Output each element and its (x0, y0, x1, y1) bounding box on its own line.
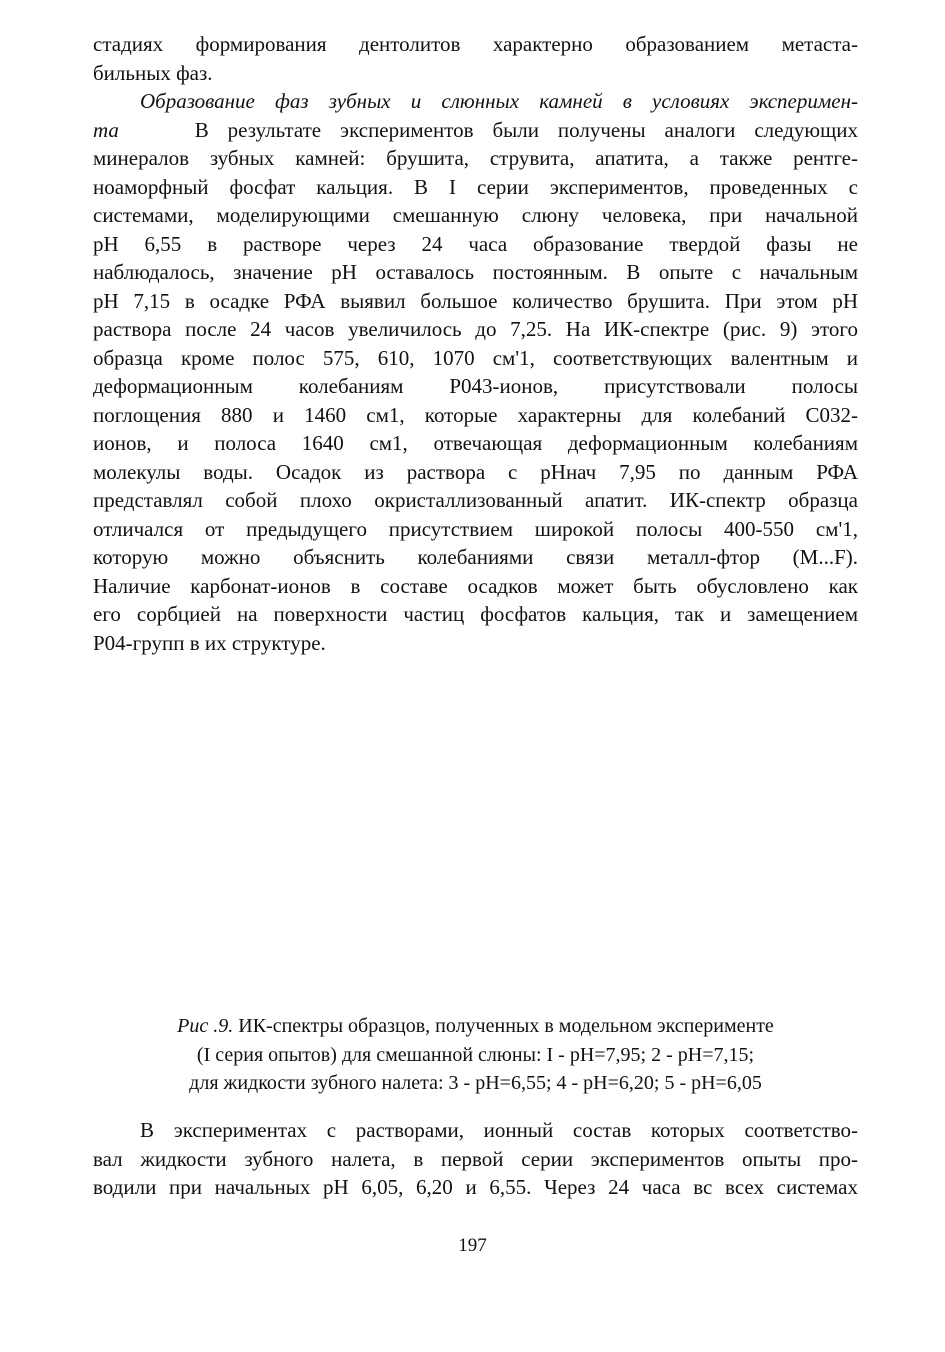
text-line: наблюдалось, значение рН оставалось постоянным. В опыте с начальным (93, 260, 858, 284)
text-line: отличался от предыдущего присутствием широкой полосы 400-550 см'1, (93, 516, 858, 541)
caption-label: Рис .9. (177, 1015, 234, 1037)
page-number: 197 (458, 1235, 487, 1256)
text-line: В экспериментах с растворами, ионный состав которых соответство- (140, 1118, 858, 1142)
text-line: рН 6,55 в растворе через 24 часа образование твердой фазы не (93, 231, 858, 256)
text-line: его сорбцией на поверхности частиц фосфатов кальция, так и замещением (93, 602, 858, 626)
body-text-continued (93, 1116, 858, 1202)
figure-caption (93, 1013, 858, 1099)
text-line: молекулы воды. Осадок из раствора с рНнач 7,95 по данным РФА (93, 459, 858, 484)
text-line: рН 7,15 в осадке РФА выявил большое количество брушита. При этом рН (93, 288, 858, 313)
figure-placeholder (93, 660, 858, 1005)
text-line: раствора после 24 часов увеличилось до 7,25. На ИК-спектре (рис. 9) этого (93, 317, 858, 341)
section-heading-tail: та (93, 117, 119, 142)
text-line: представлял собой плохо окристаллизованный апатит. ИК-спектр образца (93, 488, 858, 512)
text-line: бильных фаз. (93, 60, 213, 85)
caption-line: для жидкости зубного налета: 3 - рН=6,55; 4 - рН=6,20; 5 - рН=6,05 (189, 1072, 762, 1094)
section-heading: Образование фаз зубных и слюнных камней в условиях эксперимен- (140, 89, 858, 113)
text-line: образца кроме полос 575, 610, 1070 см'1, соответствующих валентным и (93, 345, 858, 370)
text-line: системами, моделирующими смешанную слюну человека, при начальной (93, 203, 858, 227)
text-line: минералов зубных камней: брушита, струвита, апатита, а также рентге- (93, 146, 858, 170)
text-line: водили при начальных рН 6,05, 6,20 и 6,55. Через 24 часа вс всех системах (93, 1175, 858, 1199)
caption-line (93, 1013, 858, 1042)
text-line: ноаморфный фосфат кальция. В I серии экспериментов, проведенных с (93, 174, 858, 199)
text-line: деформационным колебаниям Р043-ионов, присутствовали полосы (93, 374, 858, 398)
caption-text: ИК-спектры образцов, полученных в модельном эксперименте (238, 1015, 774, 1037)
text-line: поглощения 880 и 1460 см1, которые характерны для колебаний С032- (93, 402, 858, 427)
text-line: Р04-групп в их структуре. (93, 630, 326, 655)
text-line (93, 116, 858, 145)
body-text (93, 30, 858, 657)
text-line-rest: В результате экспериментов были получены аналоги следующих (194, 117, 858, 142)
text-line: вал жидкости зубного налета, в первой серии экспериментов опыты про- (93, 1146, 858, 1171)
text-line: ионов, и полоса 1640 см1, отвечающая деформационным колебаниям (93, 431, 858, 455)
text-line: стадиях формирования дентолитов характерно образованием метаста- (93, 32, 858, 56)
text-line: которую можно объяснить колебаниями связи металл-фтор (М...F). (93, 545, 858, 569)
caption-line: (I серия опытов) для смешанной слюны: I - рН=7,95; 2 - рН=7,15; (196, 1043, 755, 1066)
text-line: Наличие карбонат-ионов в составе осадков может быть обусловлено как (93, 573, 858, 598)
